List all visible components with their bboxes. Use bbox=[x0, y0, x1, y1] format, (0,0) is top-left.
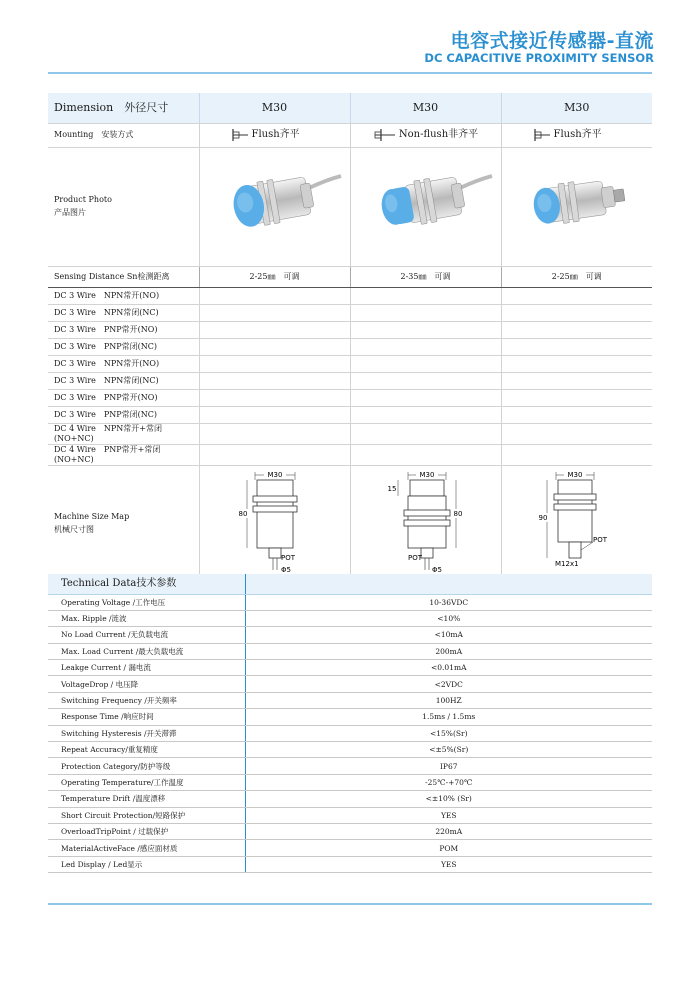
tech-label: Max. Load Current /最大负载电流 bbox=[48, 643, 245, 659]
tech-row bbox=[48, 643, 652, 659]
tech-value: <±5%(Sr) bbox=[245, 742, 652, 758]
tech-row bbox=[48, 627, 652, 643]
technical-data-table bbox=[48, 574, 652, 873]
tech-label: Protection Category/防护等级 bbox=[48, 758, 245, 774]
tech-value: -25℃-+70℃ bbox=[245, 774, 652, 790]
tech-row bbox=[48, 709, 652, 725]
tech-row bbox=[48, 856, 652, 872]
tech-label: Switching Hysteresis /开关滞滞 bbox=[48, 725, 245, 741]
wire-row bbox=[48, 338, 652, 355]
spec-table bbox=[48, 93, 652, 582]
wire-row bbox=[48, 355, 652, 372]
thread-label: M30 bbox=[267, 471, 282, 480]
dimension-value: M30 bbox=[199, 93, 350, 123]
nose-length-label: 15 bbox=[387, 485, 396, 494]
tech-label: Short Circuit Protection/短路保护 bbox=[48, 807, 245, 823]
mounting-label: Mounting 安装方式 bbox=[48, 123, 199, 147]
tech-value: POM bbox=[245, 840, 652, 856]
tech-row bbox=[48, 725, 652, 741]
tech-value: 100HZ bbox=[245, 692, 652, 708]
sensor-photo-flush bbox=[201, 150, 349, 260]
title-chinese: 电容式接近传感器-直流 bbox=[450, 30, 654, 52]
wire-row bbox=[48, 372, 652, 389]
tech-title: Technical Data技术参数 bbox=[48, 574, 245, 594]
wire-label: DC 3 Wire NPN常闭(NC) bbox=[48, 304, 199, 321]
tech-label: Max. Ripple /涟波 bbox=[48, 610, 245, 626]
flush-mount-icon bbox=[532, 129, 552, 141]
tech-label: No Load Current /无负载电流 bbox=[48, 627, 245, 643]
tech-value: 1.5ms / 1.5ms bbox=[245, 709, 652, 725]
tech-row bbox=[48, 594, 652, 610]
wire-label: DC 4 Wire PNP常开+常闭(NO+NC) bbox=[48, 444, 199, 465]
mounting-value: Non-flush非齐平 bbox=[398, 129, 479, 140]
tech-value: YES bbox=[245, 807, 652, 823]
length-label: 90 bbox=[538, 514, 548, 523]
tech-row bbox=[48, 660, 652, 676]
tech-label: Operating Voltage /工作电压 bbox=[48, 594, 245, 610]
dimension-drawing-non-flush bbox=[352, 466, 500, 578]
wire-label: DC 3 Wire PNP常闭(NC) bbox=[48, 338, 199, 355]
wire-label: DC 3 Wire NPN常闭(NC) bbox=[48, 372, 199, 389]
wire-row bbox=[48, 304, 652, 321]
sensor-photo-connector bbox=[503, 150, 651, 260]
wire-row bbox=[48, 423, 652, 444]
diameter-label: Φ5 bbox=[431, 566, 442, 575]
cable-label: POT bbox=[407, 554, 422, 563]
cable-label: POT bbox=[592, 536, 607, 545]
tech-value: <±10% (Sr) bbox=[245, 791, 652, 807]
tech-value: 220mA bbox=[245, 823, 652, 839]
sensing-label: Sensing Distance Sn检测距离 bbox=[48, 266, 199, 287]
tech-value: <2VDC bbox=[245, 676, 652, 692]
length-label: 80 bbox=[238, 510, 247, 519]
tech-label: VoltageDrop / 电压降 bbox=[48, 676, 245, 692]
size-label-en: Machine Size Map bbox=[54, 512, 130, 522]
sensing-row bbox=[48, 266, 652, 287]
thread-label: M30 bbox=[419, 471, 434, 480]
tech-label: MaterialActiveFace /感应面材质 bbox=[48, 840, 245, 856]
title-english: DC CAPACITIVE PROXIMITY SENSOR bbox=[424, 51, 654, 65]
mounting-row bbox=[48, 123, 652, 147]
wire-label: DC 3 Wire PNP常开(NO) bbox=[48, 389, 199, 406]
mounting-value: Flush齐平 bbox=[553, 129, 602, 140]
wire-row bbox=[48, 287, 652, 304]
tech-row bbox=[48, 758, 652, 774]
wire-row bbox=[48, 406, 652, 423]
tech-label: Response Time /响应时间 bbox=[48, 709, 245, 725]
size-label-cn: 机械尺寸图 bbox=[54, 525, 94, 535]
dimension-row bbox=[48, 93, 652, 123]
wire-label: DC 3 Wire NPN常开(NO) bbox=[48, 355, 199, 372]
tech-row bbox=[48, 742, 652, 758]
mounting-value: Flush齐平 bbox=[251, 129, 300, 140]
dimension-value: M30 bbox=[350, 93, 501, 123]
tech-row bbox=[48, 791, 652, 807]
tech-label: Led Display / Led显示 bbox=[48, 856, 245, 872]
tech-label: Repeat Accuracy/重复精度 bbox=[48, 742, 245, 758]
photo-label-en: Product Photo bbox=[54, 195, 112, 204]
tech-label: Temperature Drift /温度漂移 bbox=[48, 791, 245, 807]
dimension-drawing-flush bbox=[201, 466, 349, 578]
tech-value: <15%(Sr) bbox=[245, 725, 652, 741]
cable-label: POT bbox=[280, 554, 295, 563]
sensing-value: 2-25㎜ 可调 bbox=[199, 266, 350, 287]
dimension-drawing-connector bbox=[503, 466, 651, 578]
tech-row bbox=[48, 774, 652, 790]
wire-row bbox=[48, 444, 652, 465]
wire-label: DC 4 Wire NPN常开+常闭(NO+NC) bbox=[48, 423, 199, 444]
non-flush-mount-icon bbox=[373, 129, 397, 141]
tech-label: Operating Temperature/工作温度 bbox=[48, 774, 245, 790]
page-header bbox=[424, 30, 654, 65]
tech-row bbox=[48, 676, 652, 692]
sensor-photo-non-flush bbox=[352, 150, 500, 260]
length-label: 80 bbox=[453, 510, 462, 519]
tech-value: YES bbox=[245, 856, 652, 872]
tech-label: Switching Frequency /开关频率 bbox=[48, 692, 245, 708]
tech-value: 10-36VDC bbox=[245, 594, 652, 610]
wire-row bbox=[48, 389, 652, 406]
tech-row bbox=[48, 823, 652, 839]
tech-row bbox=[48, 692, 652, 708]
flush-mount-icon bbox=[230, 129, 250, 141]
tech-row bbox=[48, 610, 652, 626]
tech-value: IP67 bbox=[245, 758, 652, 774]
tech-row bbox=[48, 807, 652, 823]
size-map-row bbox=[48, 465, 652, 582]
photo-label-cn: 产品图片 bbox=[54, 208, 86, 217]
dimension-label: Dimension 外径尺寸 bbox=[48, 93, 199, 123]
tech-value: <0.01mA bbox=[245, 660, 652, 676]
dimension-value: M30 bbox=[501, 93, 652, 123]
tech-value: 200mA bbox=[245, 643, 652, 659]
bottom-divider bbox=[48, 903, 652, 905]
diameter-label: Φ5 bbox=[280, 566, 291, 575]
top-divider bbox=[48, 72, 652, 74]
sensing-value: 2-35㎜ 可调 bbox=[350, 266, 501, 287]
wire-row bbox=[48, 321, 652, 338]
photo-row bbox=[48, 147, 652, 266]
wire-label: DC 3 Wire NPN常开(NO) bbox=[48, 287, 199, 304]
thread-label: M30 bbox=[567, 471, 583, 480]
tech-label: OverloadTripPoint / 过载保护 bbox=[48, 823, 245, 839]
tech-row bbox=[48, 840, 652, 856]
connector-thread-label: M12x1 bbox=[554, 560, 579, 569]
tech-label: Leakge Current / 漏电流 bbox=[48, 660, 245, 676]
tech-value: <10mA bbox=[245, 627, 652, 643]
sensing-value: 2-25㎜ 可调 bbox=[501, 266, 652, 287]
tech-header-row bbox=[48, 574, 652, 594]
tech-value: <10% bbox=[245, 610, 652, 626]
wire-label: DC 3 Wire PNP常开(NO) bbox=[48, 321, 199, 338]
wire-label: DC 3 Wire PNP常闭(NC) bbox=[48, 406, 199, 423]
